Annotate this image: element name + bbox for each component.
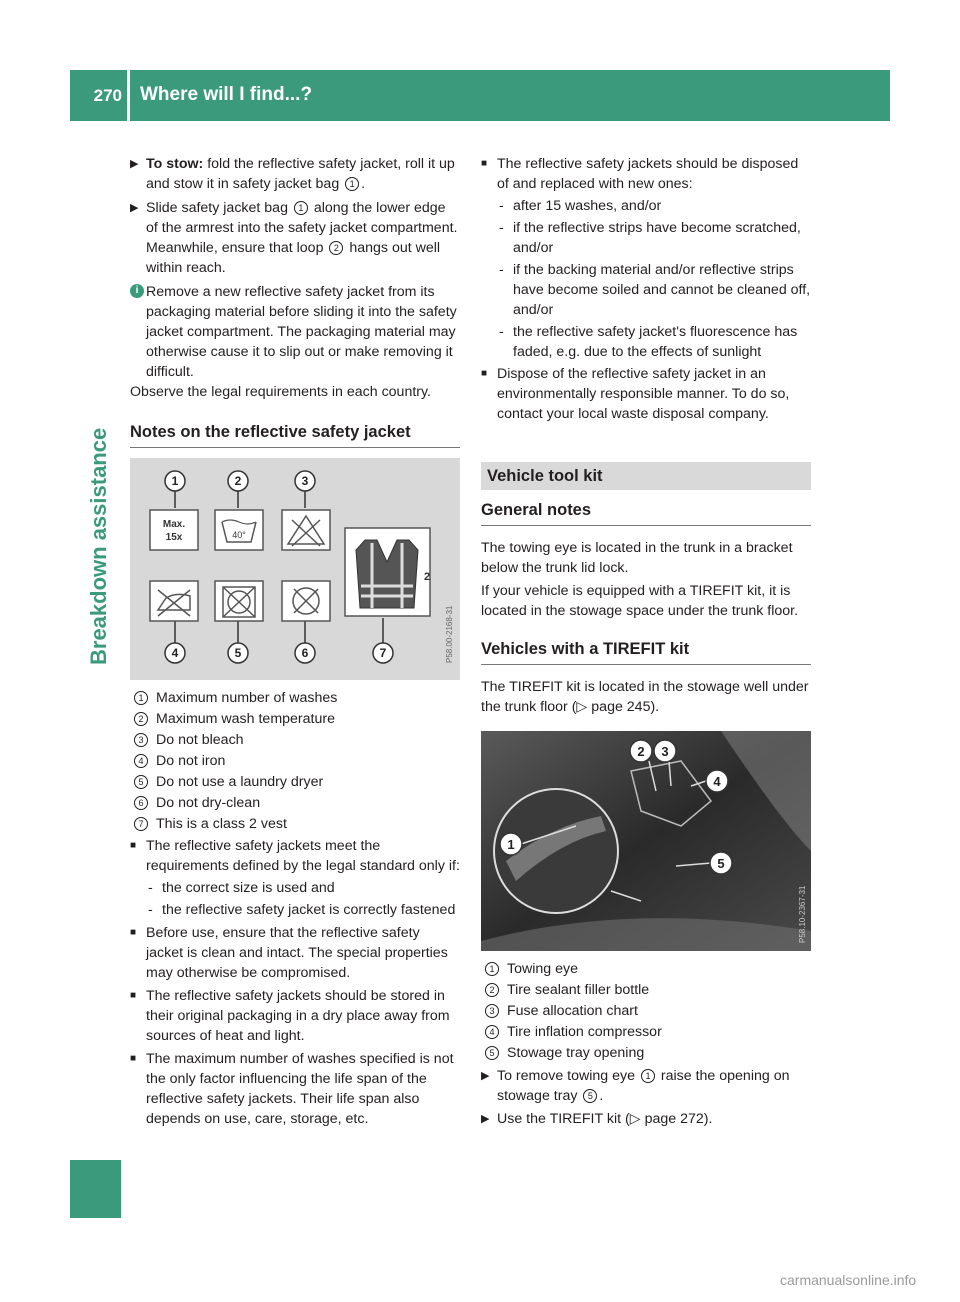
care-symbols-figure (130, 458, 460, 680)
arrow-icon: ▶ (481, 1070, 490, 1082)
side-section-label: Breakdown assistance (86, 427, 111, 665)
arrow-icon: ▶ (481, 1113, 490, 1125)
bullet-item: ■ The reflective safety jackets meet the requirements defined by the legal standard only if: (130, 838, 460, 874)
notes-heading: Notes on the reflective safety jacket (130, 423, 411, 441)
general-paragraph: The towing eye is located in the trunk in a bracket below the trunk lid lock. (481, 540, 793, 576)
bullet-icon: ■ (130, 990, 137, 1001)
toolkit-section-banner: Vehicle tool kit (481, 462, 811, 490)
figure-callout-2: 2 (234, 474, 242, 488)
watermark: carmanualsonline.info (780, 1272, 917, 1288)
bullet-item: ■ Dispose of the reflective safety jacket in an environmentally responsible manner. To do so, contact your local waste disposal company. (481, 366, 790, 422)
sub-item: - the reflective safety jacket's fluorescence has faded, e.g. due to the effects of sunlight (499, 324, 798, 360)
figure-callout-4: 4 (171, 646, 179, 660)
bullet-item: ■ Before use, ensure that the reflective safety jacket is clean and intact. The special properties may otherwise be compromised. (130, 925, 448, 981)
sub-item: - if the reflective strips have become scratched, and/or (499, 220, 801, 256)
legend-item: 4 Tire inflation compressor (481, 1022, 811, 1042)
info-icon: i (130, 284, 144, 298)
legend-item: 5 Stowage tray opening (481, 1043, 811, 1063)
figure-callout-6: 6 (301, 646, 309, 660)
bullet-icon: ■ (481, 158, 488, 169)
legend-list (481, 959, 811, 1063)
tirefit-paragraph: The TIREFIT kit is located in the stowage well under the trunk floor (▷ page 245). (481, 679, 809, 715)
legend-item: 4 Do not iron (130, 751, 460, 771)
bullet-item: ■ The reflective safety jackets should be disposed of and replaced with new ones: (481, 156, 799, 192)
use-step: ▶ Use the TIREFIT kit (▷ page 272). (481, 1111, 713, 1127)
heading-rule (481, 664, 811, 665)
callout-2: 2 (329, 241, 343, 255)
wash-temperature: 40° (232, 530, 246, 540)
general-paragraph: If your vehicle is equipped with a TIREFIT kit, it is located in the stowage space under the trunk floor. (481, 583, 799, 619)
figure-callout-3: 3 (301, 474, 309, 488)
max-washes-line2: 15x (165, 532, 183, 543)
page-245-link[interactable]: page 245). (587, 699, 660, 715)
trunk-photo-figure (481, 731, 811, 951)
page-ref-icon: ▷ (576, 699, 588, 715)
photo-callout-4: 4 (713, 774, 721, 789)
tirefit-heading: Vehicles with a TIREFIT kit (481, 640, 690, 658)
callout-1: 1 (294, 201, 308, 215)
figure-callout-5: 5 (234, 646, 242, 660)
sub-item: - if the backing material and/or reflective strips have become soiled and cannot be cleaned off, and/or (499, 262, 811, 318)
heading-rule (130, 447, 460, 448)
page-272-link[interactable]: page 272). (640, 1111, 713, 1127)
bullet-icon: ■ (130, 927, 137, 938)
page-title: Where will I find...? (140, 84, 313, 105)
figure-callout-1: 1 (171, 474, 179, 488)
legend-list (130, 688, 460, 834)
callout-1: 1 (345, 177, 359, 191)
bullet-item: ■ The maximum number of washes specified is not the only factor influencing the life span of the reflective safety jackets. Their life span also depends on use, care, storage, etc. (130, 1051, 454, 1127)
header-divider (127, 70, 130, 121)
side-tab (70, 1160, 121, 1218)
sub-item: - the correct size is used and (148, 880, 335, 896)
legend-item: 3 Fuse allocation chart (481, 1001, 811, 1021)
legend-item: 3 Do not bleach (130, 730, 460, 750)
legend-item: 2 Maximum wash temperature (130, 709, 460, 729)
callout-1: 1 (641, 1069, 655, 1083)
photo-callout-5: 5 (717, 856, 725, 871)
legend-item: 5 Do not use a laundry dryer (130, 772, 460, 792)
page-number: 270 (93, 86, 122, 105)
legend-item: 1 Towing eye (481, 959, 811, 979)
vest-class-label: 2 (424, 571, 431, 583)
photo-code: P58.10-2367-31 (798, 885, 807, 943)
figure-code: P58.00-2168-31 (445, 605, 454, 663)
observe-text: Observe the legal requirements in each country. (130, 384, 431, 400)
page-ref-icon: ▷ (629, 1111, 641, 1127)
bullet-icon: ■ (130, 840, 137, 851)
legend-item: 2 Tire sealant filler bottle (481, 980, 811, 1000)
photo-callout-3: 3 (661, 744, 669, 759)
info-note: i Remove a new reflective safety jacket from its packaging material before sliding it into the safety jacket compartment. The packaging material may otherwise cause it to slip out or make removing it difficult. (130, 282, 460, 382)
sub-item: - after 15 washes, and/or (499, 198, 662, 214)
right-column (481, 154, 811, 1129)
stow-step: ▶ To stow: fold the reflective safety jacket, roll it up and stow it in safety jacket bag 1 . (130, 156, 455, 192)
sub-item: - the reflective safety jacket is correctly fastened (148, 902, 456, 918)
general-notes-heading: General notes (481, 501, 592, 519)
bullet-icon: ■ (130, 1053, 137, 1064)
remove-step: ▶ To remove towing eye 1 raise the opening on stowage tray 5 . (481, 1068, 790, 1104)
bullet-icon: ■ (481, 368, 488, 379)
bullet-item: ■ The reflective safety jackets should be stored in their original packaging in a dry place away from sources of heat and light. (130, 988, 450, 1044)
arrow-icon: ▶ (130, 158, 139, 170)
legend-item: 7 This is a class 2 vest (130, 814, 460, 834)
arrow-icon: ▶ (130, 202, 139, 214)
legend-item: 1 Maximum number of washes (130, 688, 460, 708)
max-washes-line1: Max. (162, 519, 186, 530)
photo-callout-2: 2 (637, 744, 645, 759)
heading-rule (481, 525, 811, 526)
figure-callout-7: 7 (379, 646, 387, 660)
photo-callout-1: 1 (507, 837, 515, 852)
slide-step: ▶ Slide safety jacket bag 1 along the lower edge of the armrest into the safety jacket compartment. Meanwhile, ensure that loop 2 hangs out well within reach. (130, 200, 458, 276)
callout-5: 5 (583, 1089, 597, 1103)
left-column (130, 154, 460, 1129)
legend-item: 6 Do not dry-clean (130, 793, 460, 813)
